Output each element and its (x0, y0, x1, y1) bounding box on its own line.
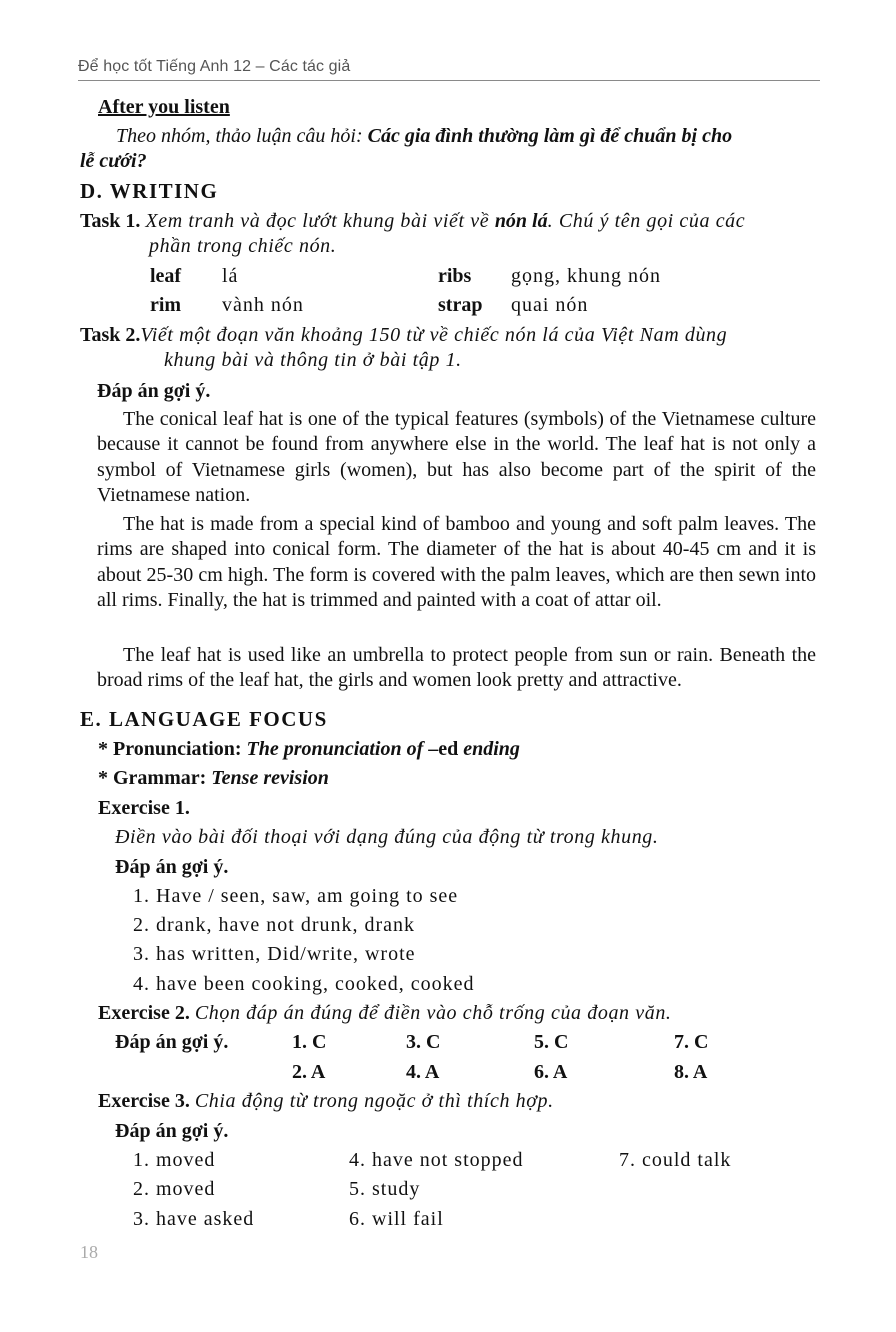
exercise2-answer: 4. A (406, 1061, 440, 1083)
exercise1-label: Exercise 1. (98, 797, 190, 819)
exercise2-answer: 3. C (406, 1031, 441, 1053)
exercise1-answer: 4. have been cooking, cooked, cooked (133, 973, 475, 995)
writing-answer-label: Đáp án gợi ý. (97, 380, 211, 402)
grammar-value: Tense revision (211, 767, 329, 789)
page-number: 18 (80, 1242, 98, 1262)
pronunciation-line (98, 737, 520, 762)
vocab-term: strap (438, 294, 483, 316)
after-listen-prompt-lead: Theo nhóm, thảo luận câu hỏi: (116, 125, 368, 147)
exercise1-answer: 3. has written, Did/write, wrote (133, 943, 416, 965)
exercise2-answer: 8. A (674, 1061, 708, 1083)
exercise3-line (98, 1089, 554, 1114)
vocab-term: rim (150, 294, 182, 316)
pronunciation-value-b: –ed (428, 738, 459, 760)
vocab-meaning: quai nón (511, 294, 589, 316)
writing-paragraph (97, 407, 816, 509)
task1-text-b: . Chú ý tên gọi của các (547, 210, 746, 232)
task1-label: Task 1. (80, 210, 146, 232)
exercise2-line (98, 1001, 672, 1026)
grammar-label: * Grammar: (98, 767, 212, 789)
language-focus-heading: E. LANGUAGE FOCUS (80, 707, 328, 731)
after-listen-heading: After you listen (98, 96, 230, 118)
exercise2-instruction: Chọn đáp án đúng để điền vào chỗ trống của đoạn văn. (194, 1002, 672, 1024)
grammar-line (98, 766, 329, 791)
exercise2-label: Exercise 2. (98, 1002, 195, 1024)
exercise3-answer: 4. have not stopped (349, 1149, 524, 1171)
after-listen-prompt (116, 124, 732, 149)
task1-text-bold: nón lá (494, 210, 548, 232)
exercise2-answer: 1. C (292, 1031, 327, 1053)
task1-text-cont: phần trong chiếc nón. (149, 235, 337, 257)
exercise3-answer: 1. moved (133, 1149, 216, 1171)
paragraph-text: The hat is made from a special kind of bamboo and young and soft palm leaves. The rims are shaped into conical form. The diameter of the hat is about 40-45 cm and it is about 25-30 cm high. The form is covered with the palm leaves, which are then sewn into all rims. Finally, the hat is trimmed and painted with a coat of attar oil. (97, 513, 816, 612)
paragraph-text: The conical leaf hat is one of the typical features (symbols) of the Vietnamese culture because it cannot be found from anywhere else in the world. The leaf hat is not only a symbol of Vietnamese girls (women), but has also become part of the spirit of the Vietnamese nation. (97, 408, 816, 507)
exercise3-answer: 5. study (349, 1178, 421, 1200)
vocab-meaning: vành nón (222, 294, 304, 316)
after-listen-question-cont: lễ cưới? (80, 150, 147, 172)
vocab-meaning: lá (222, 265, 239, 287)
vocab-term: leaf (150, 265, 182, 287)
pronunciation-value-c: ending (458, 738, 520, 760)
pronunciation-label: * Pronunciation: (98, 738, 247, 760)
exercise1-answer-label: Đáp án gợi ý. (115, 856, 229, 878)
exercise2-answer: 6. A (534, 1061, 568, 1083)
exercise3-answer: 6. will fail (349, 1208, 444, 1230)
exercise3-answer: 3. have asked (133, 1208, 255, 1230)
exercise2-answer: 2. A (292, 1061, 326, 1083)
running-header: Để học tốt Tiếng Anh 12 – Các tác giả (78, 58, 351, 75)
exercise1-instruction: Điền vào bài đối thoại với dạng đúng của động từ trong khung. (115, 826, 659, 848)
exercise2-answer: 5. C (534, 1031, 569, 1053)
exercise2-answer: 7. C (674, 1031, 709, 1053)
exercise3-answer-label: Đáp án gợi ý. (115, 1120, 229, 1142)
after-listen-question: Các gia đình thường làm gì để chuẩn bị cho (367, 125, 733, 147)
task2-text-cont: khung bài và thông tin ở bài tập 1. (164, 349, 462, 371)
exercise2-answer-label: Đáp án gợi ý. (115, 1031, 229, 1053)
paragraph-text: The leaf hat is used like an umbrella to protect people from sun or rain. Beneath the broad rims of the leaf hat, the girls and women look pretty and attractive. (97, 644, 816, 692)
vocab-meaning: gọng, khung nón (511, 265, 661, 287)
vocab-term: ribs (438, 265, 472, 287)
task2-line (80, 323, 727, 348)
exercise3-answer: 2. moved (133, 1178, 216, 1200)
exercise1-answer: 1. Have / seen, saw, am going to see (133, 885, 459, 907)
writing-heading: D. WRITING (80, 179, 219, 203)
header-rule (78, 80, 820, 81)
pronunciation-value-a: The pronunciation of (246, 738, 429, 760)
exercise3-instruction: Chia động từ trong ngoặc ở thì thích hợp. (194, 1090, 554, 1112)
task1-line (80, 209, 745, 234)
exercise3-answer: 7. could talk (619, 1149, 732, 1171)
task2-text: Viết một đoạn văn khoảng 150 từ về chiếc nón lá của Việt Nam dùng (140, 324, 728, 346)
writing-paragraph (97, 643, 816, 694)
exercise3-label: Exercise 3. (98, 1090, 195, 1112)
task2-label: Task 2. (80, 324, 141, 346)
exercise1-answer: 2. drank, have not drunk, drank (133, 914, 416, 936)
writing-paragraph (97, 512, 816, 614)
task1-text-a: Xem tranh và đọc lướt khung bài viết về (145, 210, 495, 232)
